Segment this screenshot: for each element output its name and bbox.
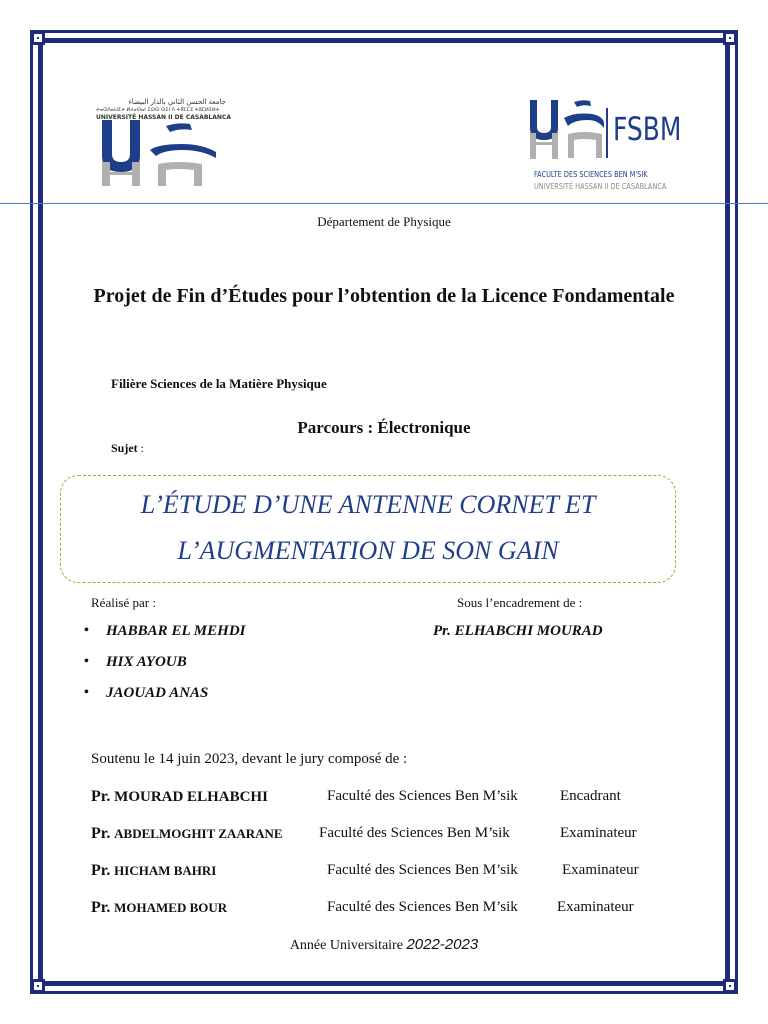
students-list [84,620,245,713]
subject-title [60,482,676,574]
jury-member-role: Examinateur [562,862,639,878]
realise-par-label: Réalisé par : [91,595,156,610]
uh2-emblem-icon [98,120,228,190]
border-corner-top-right [723,31,737,45]
fsbm-emblem-icon [528,98,608,164]
jury-member-role: Examinateur [557,899,634,915]
subject-title-line-2: L’AUGMENTATION DE SON GAIN [177,536,559,565]
faculty-name: FACULTE DES SCIENCES BEN M'SIK [534,170,648,179]
border-corner-top-left [31,31,45,45]
department-name: Département de Physique [317,214,451,229]
jury-member-name: Pr. HICHAM BAHRI [91,862,217,879]
jury-member-faculty: Faculté des Sciences Ben M’sik [327,862,518,878]
student-item: • JAOUAD ANAS [84,682,245,713]
border-corner-bottom-right [723,979,737,993]
header-divider-line [0,203,768,204]
academic-year-value: 2022-2023 [406,936,479,953]
supervisor-name: Pr. ELHABCHI MOURAD [433,623,603,639]
jury-member-role: Encadrant [560,788,621,804]
sujet-label [111,441,144,456]
encadrement-label: Sous l’encadrement de : [457,595,583,610]
university-name-arabic: جامعة الحسن الثاني بالدار البيضاء [128,98,226,106]
sujet-label-colon: : [137,441,145,455]
jury-row [91,862,691,884]
jury-row [91,899,691,921]
jury-row [91,825,691,847]
jury-member-name: Pr. MOHAMED BOUR [91,899,228,916]
university-name-french: UNIVERSITÉ HASSAN II DE CASABLANCA [96,114,231,121]
sujet-label-text: Sujet [111,441,138,455]
jury-member-name: Pr. ABDELMOGHIT ZAARANE [91,825,283,842]
filiere-label: Filière Sciences de la Matière Physique [111,376,327,391]
faculty-logo [528,98,682,194]
defense-statement: Soutenu le 14 juin 2023, devant le jury composé de : [91,751,408,767]
jury-member-faculty: Faculté des Sciences Ben M’sik [327,788,518,804]
university-name-tifinagh: ⵜⴰⵙⴷⴰⵡⵉⵜ ⵍⵃⴰⵙⴰⵏ ⵉⵙⵙ ⵙⵉⵏ ⴷ ⵜⴳⵎⵎⵉ ⵜⵓⵎⵍⵉⵍⵜ [96,107,220,113]
university-logo [96,98,236,190]
subject-title-line-1: L’ÉTUDE D’UNE ANTENNE CORNET ET [140,490,596,519]
project-title: Projet de Fin d’Études pour l’obtention de la Licence Fondamentale [93,285,675,307]
student-item: • HABBAR EL MEHDI [84,620,245,651]
border-corner-bottom-left [31,979,45,993]
faculty-university-name: UNIVERSITÉ HASSAN II DE CASABLANCA [534,182,667,191]
academic-year [0,936,768,954]
jury-member-role: Examinateur [560,825,637,841]
parcours-label: Parcours : Électronique [297,418,471,437]
jury-member-faculty: Faculté des Sciences Ben M’sik [319,825,510,841]
faculty-acronym: FSBM [613,110,682,148]
logo-separator [606,108,608,158]
jury-row [91,788,691,810]
jury-member-name: Pr. MOURAD ELHABCHI [91,788,268,805]
jury-member-faculty: Faculté des Sciences Ben M’sik [327,899,518,915]
student-item: • HIX AYOUB [84,651,245,682]
academic-year-label: Année Universitaire [289,938,403,953]
